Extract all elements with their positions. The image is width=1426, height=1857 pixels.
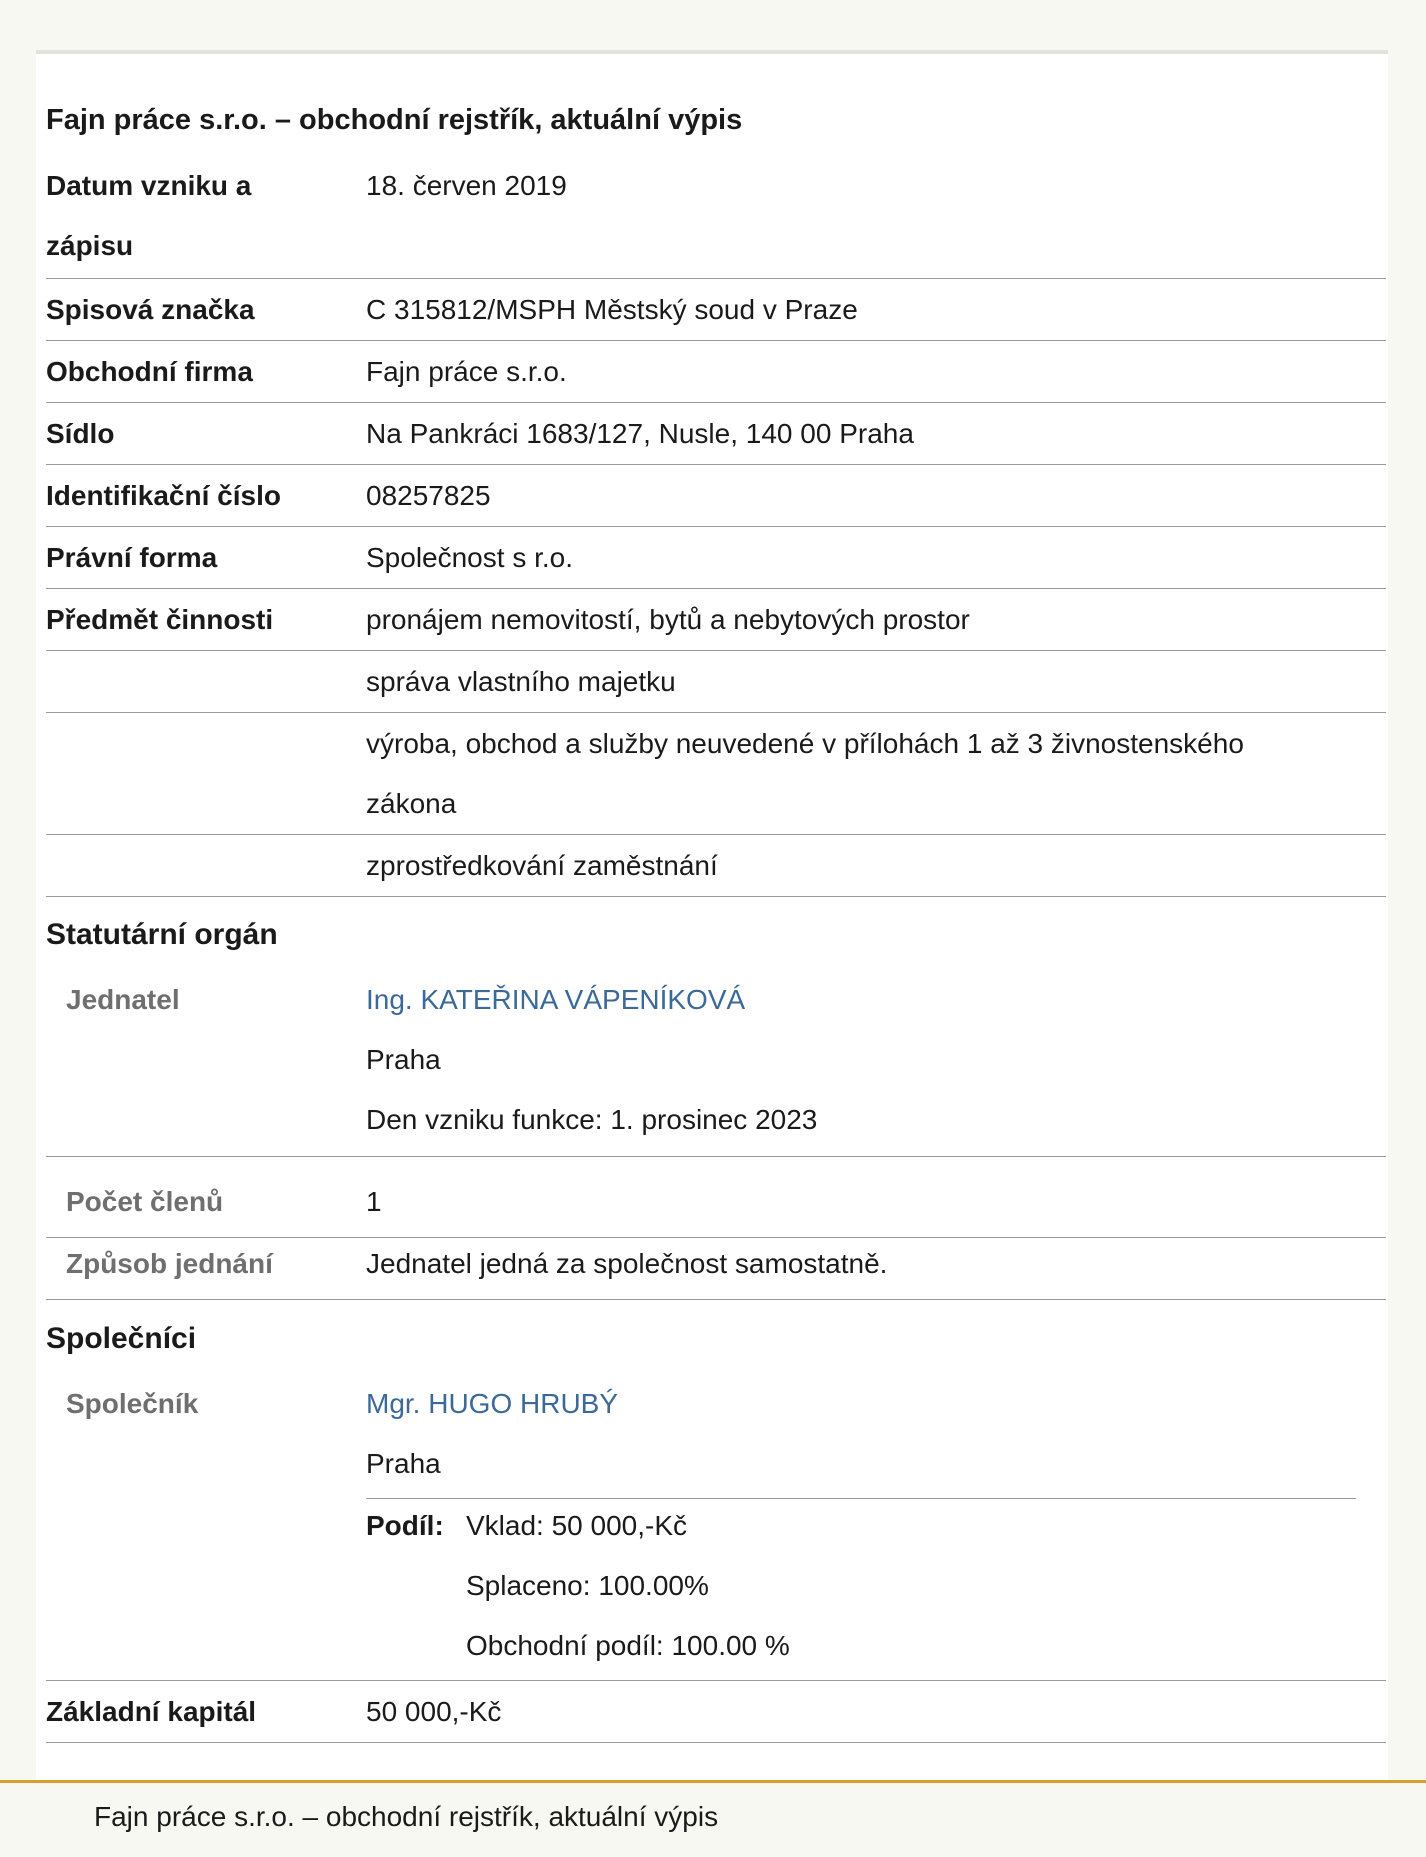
label-zpusob-jednani: Způsob jednání [66,1248,273,1279]
value-spolecnik-city: Praha [366,1448,441,1479]
label-spolecnik: Společník [66,1388,199,1419]
label-sidlo: Sídlo [46,418,115,449]
footer-title: Fajn práce s.r.o. – obchodní rejstřík, aktuální výpis [94,1801,719,1832]
row-divider [46,1299,1386,1300]
value-vklad: Vklad: 50 000,-Kč [466,1510,688,1541]
footer-bar [0,1780,1426,1857]
section-heading-statutarni: Statutární orgán [46,918,278,951]
row-divider [46,1742,1386,1743]
row-divider [46,1680,1386,1681]
label-pocet-clenu: Počet členů [66,1186,224,1217]
label-ico: Identifikační číslo [46,480,281,511]
value-forma: Společnost s r.o. [366,542,574,573]
value-pocet-clenu: 1 [366,1186,382,1217]
row-divider [46,650,1386,651]
value-splaceno: Splaceno: 100.00% [466,1570,709,1601]
row-divider [46,588,1386,589]
link-jednatel-person[interactable]: Ing. KATEŘINA VÁPENÍKOVÁ [366,984,746,1015]
value-predmet-item: pronájem nemovitostí, bytů a nebytových prostor [366,604,970,635]
row-divider [46,712,1386,713]
row-divider [46,340,1386,341]
value-jednatel-city: Praha [366,1044,441,1075]
link-spolecnik-person[interactable]: Mgr. HUGO HRUBÝ [366,1388,619,1419]
value-spisova: C 315812/MSPH Městský soud v Praze [366,294,858,325]
label-kapital: Základní kapitál [46,1696,257,1727]
value-predmet-item: zprostředkování zaměstnání [366,850,718,881]
value-predmet-item: správa vlastního majetku [366,666,676,697]
label-forma: Právní forma [46,542,218,573]
value-ico: 08257825 [366,480,491,511]
row-divider [46,834,1386,835]
row-divider [46,402,1386,403]
value-kapital: 50 000,-Kč [366,1696,502,1727]
label-predmet: Předmět činnosti [46,604,274,635]
label-datum-line1: Datum vzniku a [46,170,252,201]
row-divider [46,526,1386,527]
row-divider [46,1156,1386,1157]
value-predmet-item: výroba, obchod a služby neuvedené v přílohách 1 až 3 živnostenského [366,728,1244,759]
section-heading-spolecnici: Společníci [46,1322,197,1355]
label-jednatel: Jednatel [66,984,180,1015]
page-title: Fajn práce s.r.o. – obchodní rejstřík, aktuální výpis [46,104,743,136]
value-zpusob-jednani: Jednatel jedná za společnost samostatně. [366,1248,888,1279]
value-firma: Fajn práce s.r.o. [366,356,567,387]
label-firma: Obchodní firma [46,356,253,387]
register-card [36,50,1388,1780]
row-divider [46,896,1386,897]
value-jednatel-since: Den vzniku funkce: 1. prosinec 2023 [366,1104,818,1135]
label-datum-line2: zápisu [46,230,134,261]
label-podil: Podíl: [366,1510,444,1541]
value-obchodni-podil: Obchodní podíl: 100.00 % [466,1630,790,1661]
value-datum: 18. červen 2019 [366,170,567,201]
label-spisova: Spisová značka [46,294,255,325]
value-sidlo: Na Pankráci 1683/127, Nusle, 140 00 Praha [366,418,914,449]
value-predmet-item-continued: zákona [366,788,457,819]
row-divider [46,278,1386,279]
row-divider [46,464,1386,465]
